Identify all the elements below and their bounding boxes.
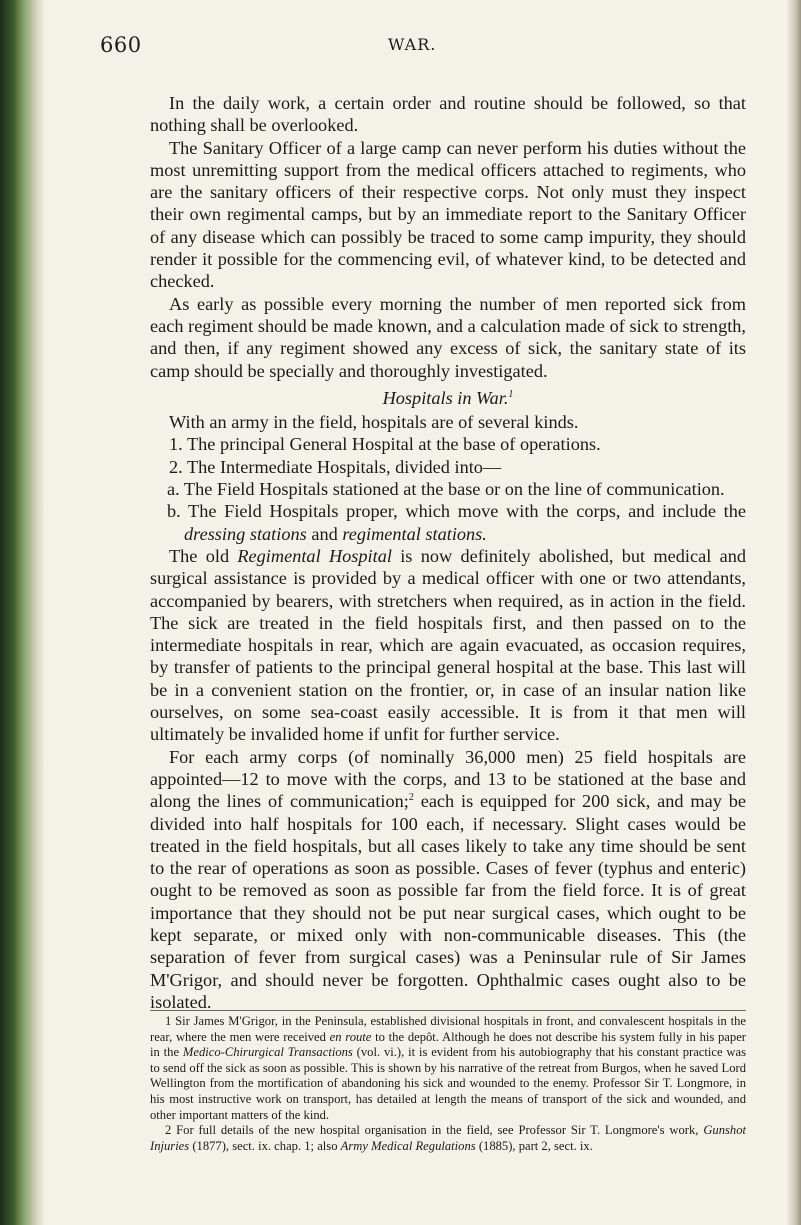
paragraph: The Sanitary Officer of a large camp can never perform his duties without the most unremitting support from the medical officers attached to regiments, who are the sanitary officers of their respective corps. Not only must they inspect their own regimental camps, but by an immediate report to the Sanitary Officer of any disease which can possibly be traced to some camp impurity, they should render it possible for the commencing evil, of whatever kind, to be detected and checked. — [150, 137, 746, 292]
paragraph-army-corps: For each army corps (of nominally 36,000 men) 25 field hospitals are appointed—12 to move with the corps, and 13 to be stationed at the base and along the lines of communication;$^2$ each is equipped for 200 sick, and may be divided into half hospitals for 100 each, if necessary. Slight cases would be treated in the field hospitals, but all cases likely to take any time should be sent to the rear of operations as soon as possible. Cases of fever (typhus and enteric) ought to be removed as soon as possible far from the field force. It is of great importance that they should not be put near surgical cases, which ought to be kept separate, or mixed only with non-communicable diseases. This (the separation of fever from surgical cases) was a Peninsular rule of Sir James M'Grigor, and should never be forgotten. Ophthalmic cases ought also to be isolated. — [150, 746, 746, 1012]
footnote-ref: 1 — [508, 388, 514, 400]
footnote-2: 2 For full details of the new hospital organisation in the field, see Professor Sir T. Longmore's work, Gunshot Injuries (1877), sect. ix. chap. 1; also Army Medical Regulations (1885), part 2, sect. ix. — [150, 1123, 746, 1153]
sub-list-item: a. The Field Hospitals stationed at the base or on the line of communication. — [167, 479, 725, 500]
sub-list-item: b. The Field Hospitals proper, which move with the corps, and include the dressing stations and regimental stations. — [167, 501, 746, 544]
paragraph: In the daily work, a certain order and routine should be followed, so that nothing shall be overlooked. — [150, 93, 746, 136]
list-item: 2. The Intermediate Hospitals, divided into— — [169, 456, 502, 477]
paragraph-regimental: The old Regimental Hospital is now definitely abolished, but medical and surgical assistance is provided by a medical officer with one or two attendants, accompanied by bearers, with stretchers when required, as in action in the field. The sick are treated in the field hospitals first, and then passed on to the intermediate hospitals in rear, which are again evacuated, as occasion requires, by transfer of patients to the principal general hospital at the base. This last will be in a convenient station on the frontier, or, in case of an insular nation like ourselves, on some sea-coast easily accessible. It is from it that men will ultimately be invalided home if unfit for further service. — [150, 545, 746, 745]
main-text — [150, 92, 746, 1013]
running-title: WAR. — [388, 35, 437, 54]
section-heading — [150, 387, 746, 409]
section-heading-text: Hospitals in War. — [382, 387, 509, 408]
page-number: 660 — [100, 33, 142, 57]
footnotes — [150, 1010, 746, 1154]
list-item: 1. The principal General Hospital at the base of operations. — [169, 434, 601, 455]
list-intro: With an army in the field, hospitals are of several kinds. — [169, 412, 579, 433]
footnote-1: 1 Sir James M'Grigor, in the Peninsula, established divisional hospitals in front, and convalescent hospitals in the rear, where the men were received en route to the depôt. Although he does not describe his system fully in his paper in the Medico-Chirurgical Transactions (vol. vi.), it is evident from his autobiography that his constant practice was to send off the sick as soon as possible. This is shown by his narrative of the retreat from Burgos, when he saved Lord Wellington from the mortification of abandoning his sick and wounded to the enemy. Professor Sir T. Longmore, in his most instructive work on transport, has detailed at length the means of transport of the sick and wounded, and other important matters of the kind. — [150, 1014, 746, 1122]
paragraph: As early as possible every morning the number of men reported sick from each regiment should be made known, and a calculation made of sick to strength, and then, if any regiment showed any excess of sick, the sanitary state of its camp should be specially and thoroughly investigated. — [150, 293, 746, 381]
footnote-ref: 2 — [408, 792, 414, 804]
